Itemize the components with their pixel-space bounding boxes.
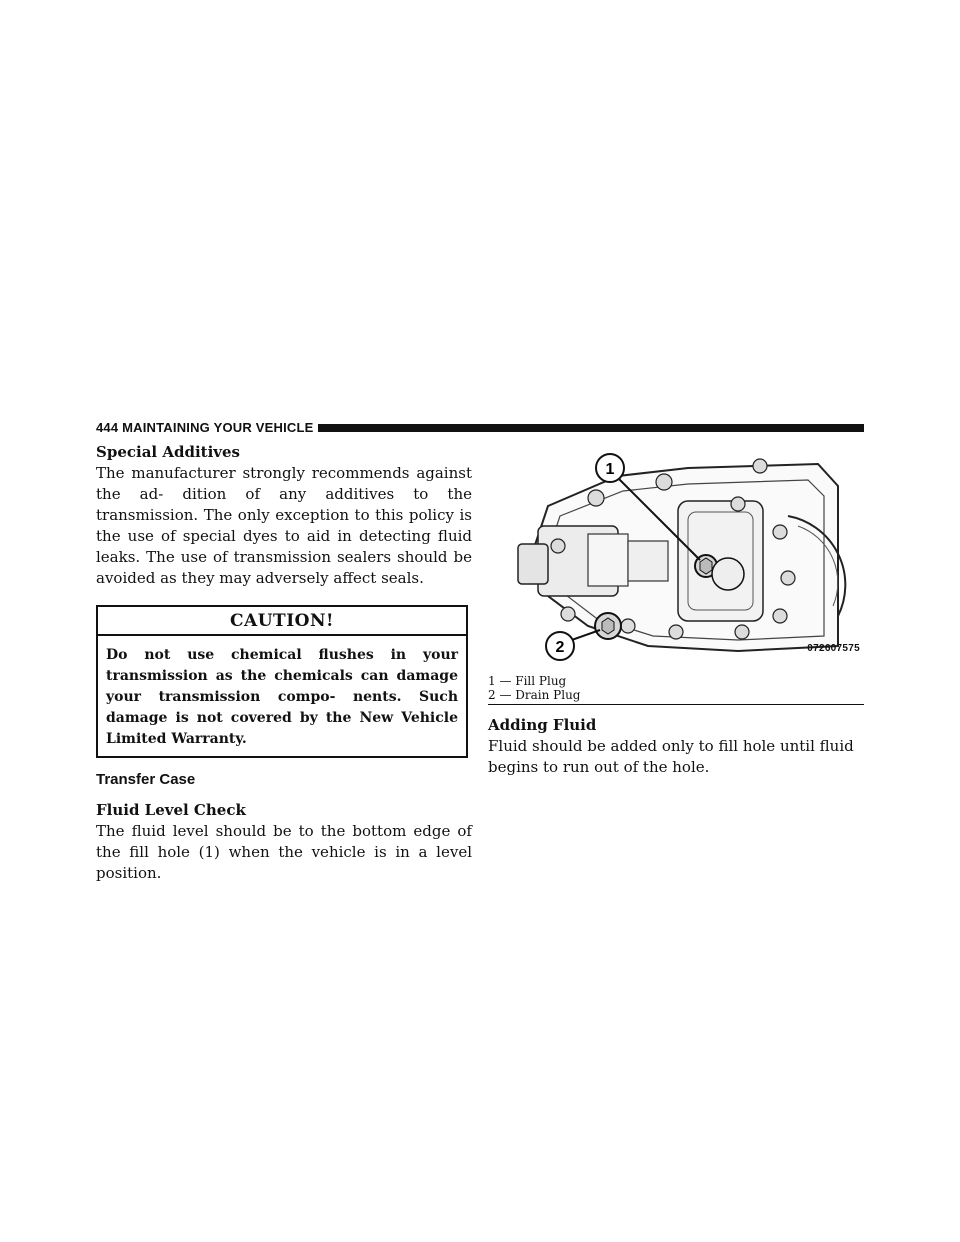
- page-header: [96, 418, 864, 438]
- callout-2-label: 2: [555, 639, 565, 656]
- header-rule: [318, 424, 864, 432]
- special-additives-body: The manufacturer strongly recommends against the ad- dition of any additives to the transmission. The only exception to this policy is the use of special dyes to aid in detecting fluid leaks. The use of transmission sealers should be avoided as they may adversely affect seals.: [96, 464, 472, 587]
- figure-code: 072607575: [807, 643, 860, 654]
- caption-drain-plug: 2 — Drain Plug: [488, 688, 581, 702]
- section-title-transfer-case: Transfer Case: [96, 771, 196, 788]
- transfer-case-illustration: [488, 446, 864, 676]
- left-column: [96, 442, 472, 884]
- special-additives-heading: Special Additives: [96, 443, 240, 461]
- caption-fill-plug: 1 — Fill Plug: [488, 674, 567, 688]
- caution-box: [96, 605, 468, 758]
- figure-captions: [488, 674, 864, 705]
- transfer-case-figure: [488, 446, 864, 676]
- caution-title: CAUTION!: [98, 607, 466, 636]
- caution-body: Do not use chemical flushes in your transmission as the chemicals can damage your transmission compo- nents. Such damage is not covered by the New Vehicle Limited Warranty.: [106, 647, 458, 747]
- callout-1-label: 1: [605, 461, 615, 478]
- fluid-level-body: The fluid level should be to the bottom edge of the fill hole (1) when the vehicle is in a level position.: [96, 822, 472, 882]
- right-column: [488, 442, 864, 778]
- adding-fluid-heading: Adding Fluid: [488, 716, 597, 734]
- adding-fluid-body: Fluid should be added only to fill hole until fluid begins to run out of the hole.: [488, 737, 854, 776]
- fluid-level-heading: Fluid Level Check: [96, 801, 246, 819]
- page-header-text: 444 MAINTAINING YOUR VEHICLE: [96, 420, 314, 435]
